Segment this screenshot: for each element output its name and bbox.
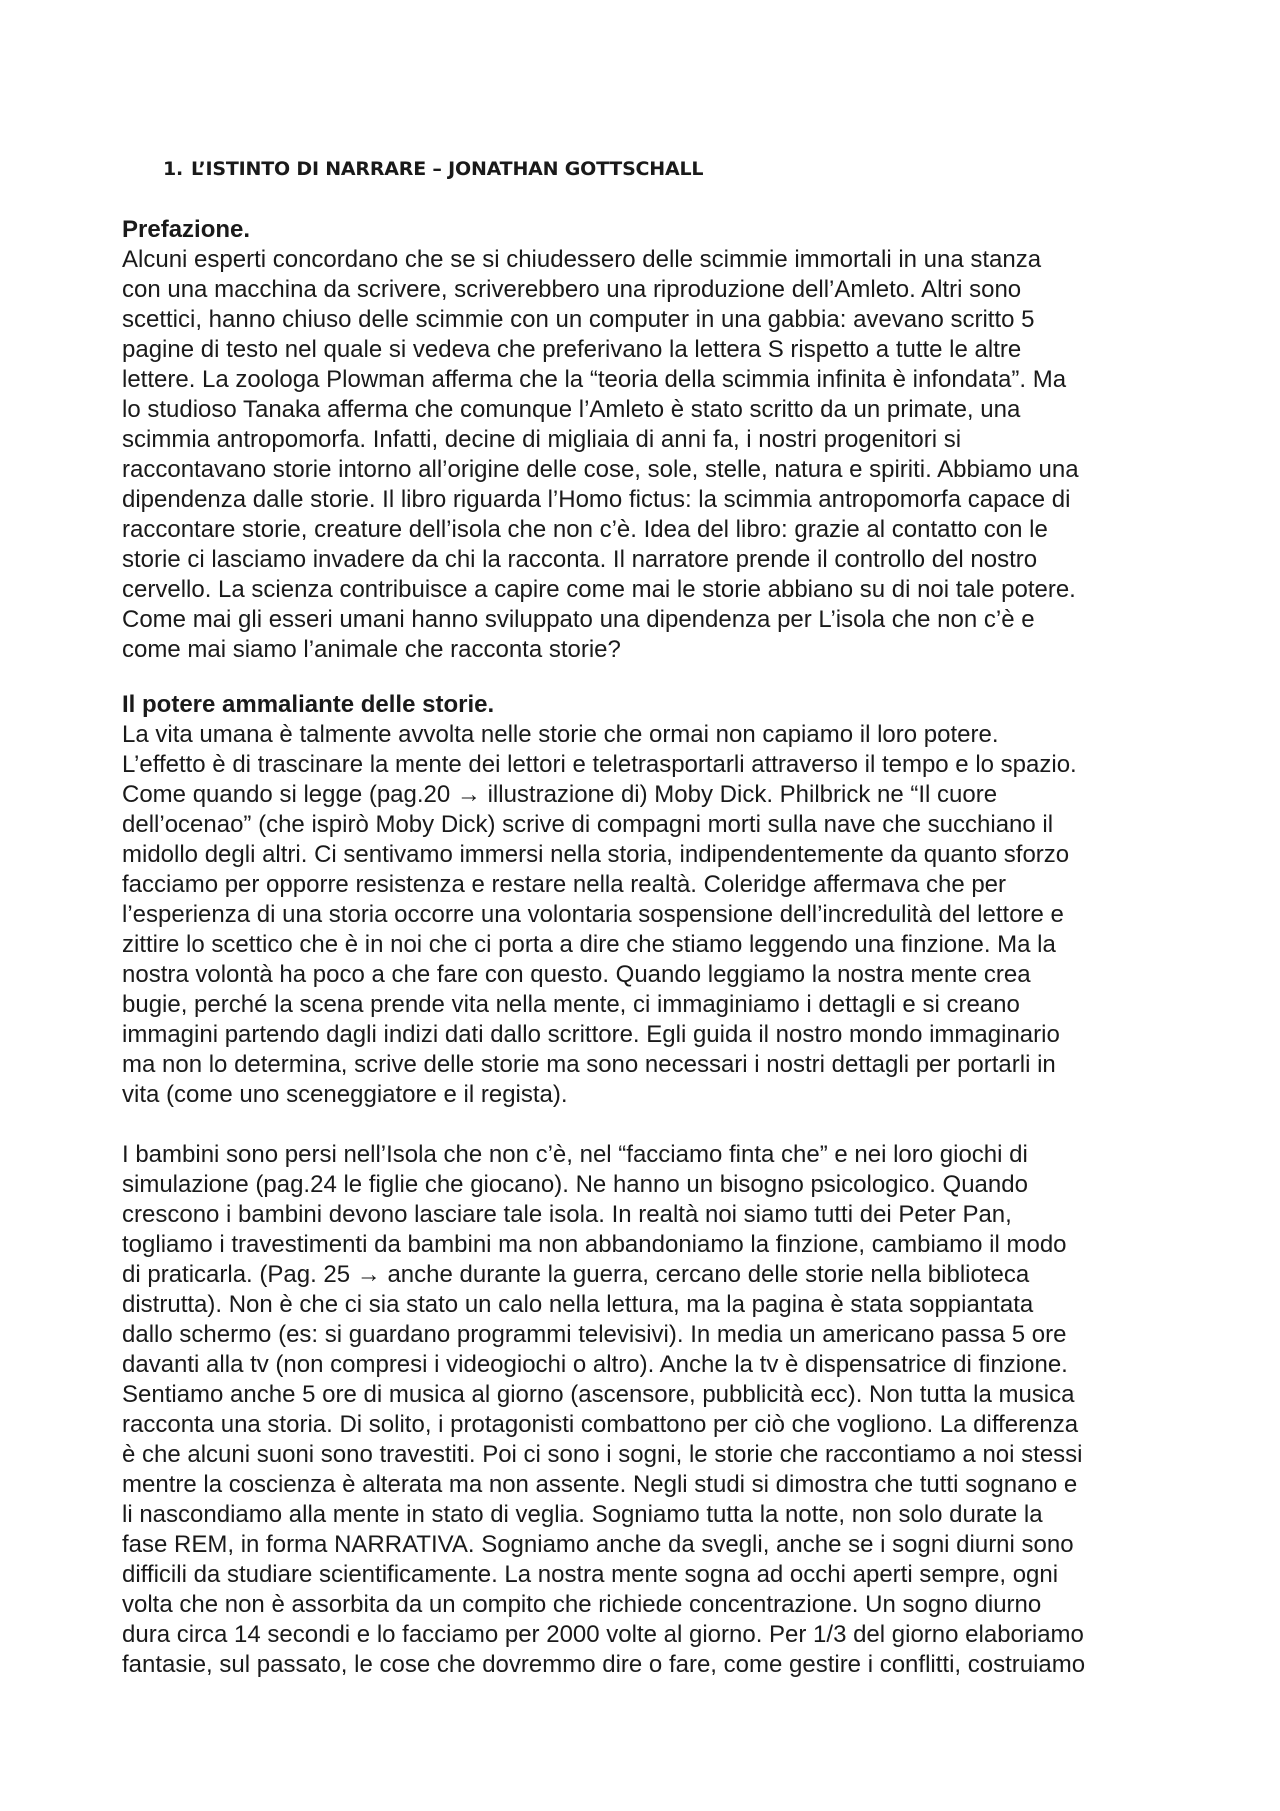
text-line: li nascondiamo alla mente in stato di veglia. Sogniamo tutta la notte, non solo durate la: [122, 1501, 1043, 1528]
text-line: fantasie, sul passato, le cose che dovremmo dire o fare, come gestire i conflitti, costruiamo: [122, 1651, 1086, 1678]
text-line: cervello. La scienza contribuisce a capire come mai le storie abbiano su di noi tale potere.: [122, 576, 1076, 603]
text-line: dura circa 14 secondi e lo facciamo per 2000 volte al giorno. Per 1/3 del giorno elaboriamo: [122, 1621, 1084, 1648]
paragraph: [122, 720, 1167, 1110]
text-line: dell’ocenao” (che ispirò Moby Dick) scrive di compagni morti sulla nave che succhiano il: [122, 811, 1054, 838]
text-line: immagini partendo dagli indizi dati dallo scrittore. Egli guida il nostro mondo immaginario: [122, 1021, 1060, 1048]
text-line: dipendenza dalle storie. Il libro riguarda l’Homo fictus: la scimmia antropomorfa capace di: [122, 486, 1071, 513]
text-line: davanti alla tv (non compresi i videogiochi o altro). Anche la tv è dispensatrice di finzione.: [122, 1351, 1068, 1378]
section-prefazione: [122, 215, 1167, 665]
text-line: dallo schermo (es: si guardano programmi televisivi). In media un americano passa 5 ore: [122, 1321, 1067, 1348]
text-line: nostra volontà ha poco a che fare con questo. Quando leggiamo la nostra mente crea: [122, 961, 1031, 988]
text-line: L’effetto è di trascinare la mente dei lettori e teletrasportarli attraverso il tempo e lo spazio.: [122, 751, 1077, 778]
text-line: Come quando si legge (pag.20 → illustrazione di) Moby Dick. Philbrick ne “Il cuore: [122, 781, 998, 808]
section-potere-ammaliante: [122, 690, 1167, 1110]
text-line: ma non lo determina, scrive delle storie ma sono necessari i nostri dettagli per portarli in: [122, 1051, 1056, 1078]
text-line: La vita umana è talmente avvolta nelle storie che ormai non capiamo il loro potere.: [122, 721, 999, 748]
text-line: distrutta). Non è che ci sia stato un calo nella lettura, ma la pagina è stata soppiantata: [122, 1291, 1034, 1318]
text-line: togliamo i travestimenti da bambini ma non abbandoniamo la finzione, cambiamo il modo: [122, 1231, 1067, 1258]
text-line: simulazione (pag.24 le figlie che giocano). Ne hanno un bisogno psicologico. Quando: [122, 1171, 1028, 1198]
text-line: racconta una storia. Di solito, i protagonisti combattono per ciò che vogliono. La differenza: [122, 1411, 1079, 1438]
text-line: raccontare storie, creature dell’isola che non c’è. Idea del libro: grazie al contatto con le: [122, 516, 1048, 543]
text-line: Sentiamo anche 5 ore di musica al giorno (ascensore, pubblicità ecc). Non tutta la musica: [122, 1381, 1075, 1408]
text-line: volta che non è assorbita da un compito che richiede concentrazione. Un sogno diurno: [122, 1591, 1042, 1618]
text-line: fase REM, in forma NARRATIVA. Sogniamo anche da svegli, anche se i sogni diurni sono: [122, 1531, 1074, 1558]
text-line: pagine di testo nel quale si vedeva che preferivano la lettera S rispetto a tutte le altre: [122, 336, 1022, 363]
text-line: difficili da studiare scientificamente. La nostra mente sogna ad occhi aperti sempre, ogni: [122, 1561, 1059, 1588]
section-heading: Prefazione.: [122, 216, 251, 243]
text-line: l’esperienza di una storia occorre una volontaria sospensione dell’incredulità del lettore e: [122, 901, 1064, 928]
text-line: facciamo per opporre resistenza e restare nella realtà. Coleridge affermava che per: [122, 871, 1007, 898]
text-line: bugie, perché la scena prende vita nella mente, ci immaginiamo i dettagli e si creano: [122, 991, 1020, 1018]
text-line: Come mai gli esseri umani hanno sviluppato una dipendenza per L’isola che non c’è e: [122, 606, 1035, 633]
text-line: lettere. La zoologa Plowman afferma che la “teoria della scimmia infinita è infondata”. Ma: [122, 366, 1067, 393]
text-line: I bambini sono persi nell’Isola che non c’è, nel “facciamo finta che” e nei loro giochi di: [122, 1141, 1028, 1168]
text-line: midollo degli altri. Ci sentivamo immersi nella storia, indipendentemente da quanto sforzo: [122, 841, 1070, 868]
text-line: scimmia antropomorfa. Infatti, decine di migliaia di anni fa, i nostri progenitori si: [122, 426, 962, 453]
text-line: zittire lo scettico che è in noi che ci porta a dire che stiamo leggendo una finzione. Ma la: [122, 931, 1056, 958]
title-number: 1.: [163, 158, 184, 180]
paragraph: [122, 245, 1167, 665]
title-text: L’ISTINTO DI NARRARE – JONATHAN GOTTSCHALL: [191, 158, 704, 180]
text-line: mentre la coscienza è alterata ma non assente. Negli studi si dimostra che tutti sognano e: [122, 1471, 1078, 1498]
section-heading: Il potere ammaliante delle storie.: [122, 691, 495, 718]
paragraph: [122, 1140, 1167, 1680]
text-line: storie ci lasciamo invadere da chi la racconta. Il narratore prende il controllo del nostro: [122, 546, 1038, 573]
text-line: di praticarla. (Pag. 25 → anche durante la guerra, cercano delle storie nella biblioteca: [122, 1261, 1030, 1288]
section-bambini: [122, 1140, 1167, 1680]
text-line: con una macchina da scrivere, scriverebbero una riproduzione dell’Amleto. Altri sono: [122, 276, 1022, 303]
text-line: lo studioso Tanaka afferma che comunque l’Amleto è stato scritto da un primate, una: [122, 396, 1021, 423]
text-line: scettici, hanno chiuso delle scimmie con un computer in una gabbia: avevano scritto 5: [122, 306, 1035, 333]
text-line: come mai siamo l’animale che racconta storie?: [122, 636, 621, 663]
document-title: [163, 158, 703, 180]
text-line: raccontavano storie intorno all’origine delle cose, sole, stelle, natura e spiriti. Abbiamo una: [122, 456, 1079, 483]
text-line: vita (come uno sceneggiatore e il regista).: [122, 1081, 568, 1108]
text-line: è che alcuni suoni sono travestiti. Poi ci sono i sogni, le storie che raccontiamo a noi stessi: [122, 1441, 1083, 1468]
text-line: Alcuni esperti concordano che se si chiudessero delle scimmie immortali in una stanza: [122, 246, 1042, 273]
text-line: crescono i bambini devono lasciare tale isola. In realtà noi siamo tutti dei Peter Pan,: [122, 1201, 1012, 1228]
